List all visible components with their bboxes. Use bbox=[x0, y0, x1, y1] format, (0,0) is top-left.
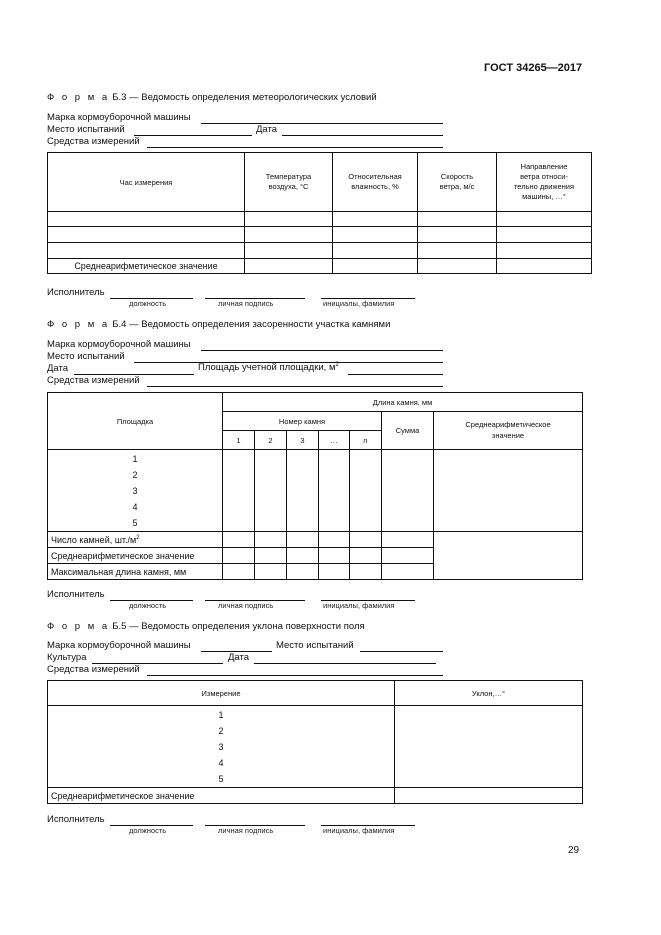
table-row bbox=[48, 227, 592, 243]
b4-instruments-field[interactable] bbox=[147, 386, 443, 387]
b4-signature-caption: личная подпись bbox=[218, 601, 274, 610]
b5-date-label: Дата bbox=[228, 652, 250, 663]
b3-place-field[interactable] bbox=[134, 135, 252, 136]
b5-name-caption: инициалы, фамилия bbox=[323, 826, 395, 835]
table-row bbox=[48, 243, 592, 259]
b3-instruments-label: Средства измерений bbox=[47, 136, 140, 147]
b3-table bbox=[47, 152, 592, 274]
b5-date-field[interactable] bbox=[254, 663, 436, 664]
stone-col-3: 3 bbox=[287, 431, 319, 450]
form-b3-title bbox=[47, 92, 377, 103]
b5-position-caption: должность bbox=[129, 826, 167, 835]
table-row bbox=[48, 564, 583, 580]
b3-signature-caption: личная подпись bbox=[218, 299, 274, 308]
b3-position-caption: должность bbox=[129, 299, 167, 308]
b5-instruments-label: Средства измерений bbox=[47, 664, 140, 675]
stone-col-ellipsis: … bbox=[319, 431, 350, 450]
b4-instruments-label: Средства измерений bbox=[47, 375, 140, 386]
b4-col-length: Длина камня, мм bbox=[223, 393, 583, 412]
b3-brand-label: Марка кормоуборочной машины bbox=[47, 112, 191, 123]
b5-table bbox=[47, 680, 583, 804]
form-b4-title: Ф о р м а Б.4 — Ведомость определения засоренности участка камнями bbox=[47, 319, 391, 330]
b4-brand-field[interactable] bbox=[201, 350, 443, 351]
b4-max-row-label: Максимальная длина камня, мм bbox=[48, 564, 223, 580]
page-number: 29 bbox=[568, 845, 580, 856]
b3-brand-field[interactable] bbox=[201, 123, 443, 124]
b5-place-field[interactable] bbox=[360, 651, 443, 652]
b3-date-field[interactable] bbox=[282, 135, 443, 136]
b5-mean-row-label: Среднеарифметическое значение bbox=[48, 788, 395, 804]
b5-rows: 1 2 3 4 5 bbox=[48, 706, 395, 788]
b4-executor-label: Исполнитель bbox=[47, 589, 105, 600]
table-row bbox=[48, 212, 592, 227]
b5-brand-label: Марка кормоуборочной машины bbox=[47, 640, 191, 651]
b5-executor-label: Исполнитель bbox=[47, 814, 105, 825]
b4-position-caption: должность bbox=[129, 601, 167, 610]
b5-col-measure: Измерение bbox=[48, 681, 395, 706]
b5-crop-label: Культура bbox=[47, 652, 87, 663]
b4-col-site: Площадка bbox=[48, 393, 223, 450]
b3-instruments-field[interactable] bbox=[147, 147, 443, 148]
form-b3-title-text: Б.3 — Ведомость определения метеорологических условий bbox=[109, 92, 377, 103]
stone-col-1: 1 bbox=[223, 431, 255, 450]
form-b5-title: Ф о р м а Б.5 — Ведомость определения уклона поверхности поля bbox=[47, 621, 365, 632]
b3-col-wind-direction: Направление ветра относи- тельно движения машины, …° bbox=[497, 153, 592, 212]
b3-name-caption: инициалы, фамилия bbox=[323, 299, 395, 308]
b3-col-temp: Температура воздуха, °С bbox=[245, 153, 333, 212]
stone-col-2: 2 bbox=[255, 431, 287, 450]
b3-col-hour: Час измерения bbox=[48, 153, 245, 212]
b3-date-label: Дата bbox=[256, 124, 278, 135]
b3-mean-row-label: Среднеарифметическое значение bbox=[48, 259, 245, 274]
table-row bbox=[48, 706, 583, 788]
b3-place-label: Место испытаний bbox=[47, 124, 125, 135]
b4-sites: 1 2 3 4 5 bbox=[48, 450, 223, 532]
b5-place-label: Место испытаний bbox=[276, 640, 354, 651]
b5-col-slope: Уклон,…° bbox=[395, 681, 583, 706]
b4-area-label: Площадь учетной площадки, $м^2$ bbox=[198, 362, 339, 374]
b4-mean-row-label: Среднеарифметическое значение bbox=[48, 548, 223, 564]
table-row bbox=[48, 450, 583, 532]
b4-date-label: Дата bbox=[47, 363, 69, 374]
b4-table bbox=[47, 392, 583, 580]
table-row bbox=[48, 259, 592, 274]
b5-signature-caption: личная подпись bbox=[218, 826, 274, 835]
table-row bbox=[48, 532, 583, 548]
stone-col-n: n bbox=[350, 431, 382, 450]
b4-col-stone-no: Номер камня bbox=[223, 412, 382, 431]
table-row bbox=[48, 548, 583, 564]
b4-area-field[interactable] bbox=[348, 374, 443, 375]
b4-name-caption: инициалы, фамилия bbox=[323, 601, 395, 610]
b4-count-row-label: Число камней, $шт./м^2$ bbox=[48, 532, 223, 548]
b3-col-wind-speed: Скорость ветра, м/с bbox=[418, 153, 497, 212]
standard-number: ГОСТ 34265—2017 bbox=[484, 62, 583, 74]
table-row bbox=[48, 788, 583, 804]
b5-instruments-field[interactable] bbox=[147, 675, 443, 676]
b4-col-sum: Сумма bbox=[382, 412, 434, 450]
b4-brand-label: Марка кормоуборочной машины bbox=[47, 339, 191, 350]
b3-col-humidity: Относительная влажность, % bbox=[333, 153, 418, 212]
b4-place-label: Место испытаний bbox=[47, 351, 125, 362]
b3-executor-label: Исполнитель bbox=[47, 287, 105, 298]
b4-col-mean: Среднеарифметическое значение bbox=[434, 412, 583, 450]
form-word: Ф о р м а bbox=[47, 92, 110, 103]
